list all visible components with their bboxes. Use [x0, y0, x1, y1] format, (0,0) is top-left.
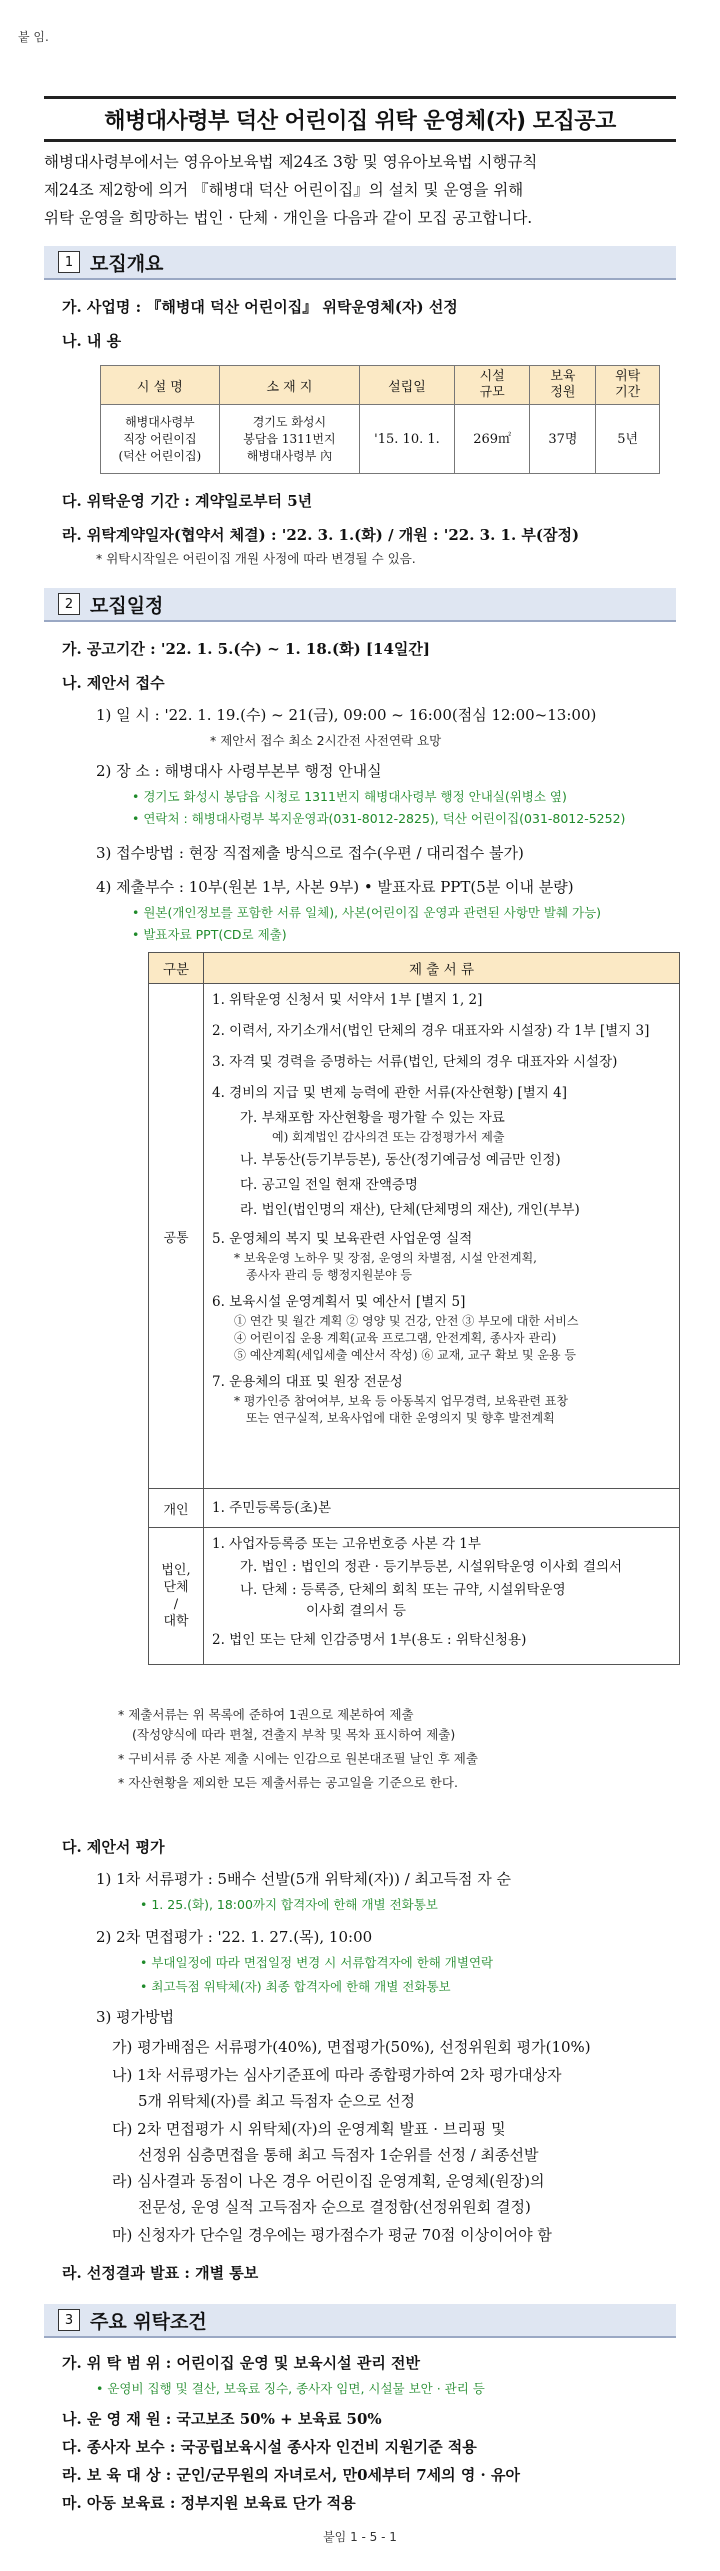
- evaluation-rule: 선정위 심층면접을 통해 최고 득점자 1순위를 선정 / 최종선발: [138, 2146, 539, 2164]
- table-row: [149, 1528, 680, 1665]
- evaluation-first: 1) 1차 서류평가 : 5배수 선발(5개 위탁체(자)) / 최고득점 자 순: [96, 1870, 512, 1888]
- section-number: 2: [58, 593, 80, 615]
- doc-subitem: 가. 부채포함 자산현황을 평가할 수 있는 자료: [240, 1110, 505, 1126]
- section-title: 모집개요: [90, 252, 164, 275]
- documents-personal-cell: [204, 1489, 680, 1528]
- schedule-copies-note: • 원본(개인정보를 포함한 서류 일체), 사본(어린이집 운영과 관련된 사항만 발췌 가능): [132, 905, 602, 920]
- documents-common-cell: [204, 984, 680, 1489]
- evaluation-rule: 가) 평가배점은 서류평가(40%), 면접평가(50%), 선정위원회 평가(10%): [112, 2038, 591, 2056]
- doc-note: * 보육운영 노하우 및 장점, 운영의 차별점, 시설 안전계획,: [234, 1251, 537, 1265]
- section-header-conditions: [44, 2304, 676, 2338]
- intro-line: 위탁 운영을 희망하는 법인 · 단체 · 개인을 다음과 같이 모집 공고합니다.: [44, 209, 533, 227]
- schedule-copies: 4) 제출부수 : 10부(원본 1부, 사본 9부) • 발표자료 PPT(5분 이내 분량): [96, 878, 574, 896]
- facility-table: [100, 365, 660, 474]
- doc-item: 1. 위탁운영 신청서 및 서약서 1부 [별지 1, 2]: [212, 992, 483, 1008]
- page-footer: 붙임 1 - 5 - 1: [323, 2530, 397, 2544]
- doc-note: 종사자 관리 등 행정지원분야 등: [246, 1268, 412, 1282]
- attachment-tag: 붙 임.: [18, 30, 49, 44]
- condition-scope-note: • 운영비 집행 및 결산, 보육료 징수, 종사자 임면, 시설물 보안 · 관리 등: [96, 2381, 485, 2396]
- evaluation-rule: 다) 2차 면접평가 시 위탁체(자)의 운영계획 발표 · 브리핑 및: [112, 2120, 506, 2138]
- intro-line: 제24조 제2항에 의거 『해병대 덕산 어린이집』의 설치 및 운영을 위해: [44, 181, 524, 199]
- doc-item: 1. 주민등록등(초)본: [212, 1499, 331, 1516]
- category-cell: 법인, 단체 / 대학: [149, 1528, 204, 1665]
- category-cell: 개인: [149, 1489, 204, 1528]
- evaluation-rule: 라) 심사결과 동점이 나온 경우 어린이집 운영계획, 운영체(원장)의: [112, 2172, 545, 2190]
- evaluation-rule: 5개 위탁체(자)를 최고 득점자 순으로 선정: [138, 2092, 415, 2110]
- table-header-row: [149, 953, 680, 984]
- doc-item: 2. 법인 또는 단체 인감증명서 1부(용도 : 위탁신청용): [212, 1632, 527, 1648]
- evaluation-second: 2) 2차 면접평가 : '22. 1. 27.(목), 10:00: [96, 1928, 373, 1946]
- table-row: [101, 405, 660, 474]
- schedule-period: 가. 공고기간 : '22. 1. 5.(수) ~ 1. 18.(화) [14일간]: [62, 640, 430, 658]
- evaluation-method: 3) 평가방법: [96, 2008, 175, 2026]
- doc-subitem: 나. 단체 : 등록증, 단체의 회칙 또는 규약, 시설위탁운영: [240, 1582, 566, 1598]
- table-cell: 5년: [596, 405, 660, 474]
- doc-subitem: 다. 공고일 전일 현재 잔액증명: [240, 1177, 418, 1193]
- doc-item: 6. 보육시설 운영계획서 및 예산서 [별지 5]: [212, 1294, 466, 1310]
- docs-note: * 제출서류는 위 목록에 준하여 1권으로 제본하여 제출: [118, 1707, 414, 1722]
- evaluation-rule: 마) 신청자가 단수일 경우에는 평가점수가 평균 70점 이상이어야 함: [112, 2226, 552, 2244]
- evaluation-rule: 전문성, 운영 실적 고득점자 순으로 결정함(선정위원회 결정): [138, 2198, 531, 2216]
- overview-item-contract: 라. 위탁계약일자(협약서 체결) : '22. 3. 1.(화) / 개원 : '22. 3. 1. 부(잠정): [62, 526, 580, 544]
- evaluation-first-note: • 1. 25.(화), 18:00까지 합격자에 한해 개별 전화통보: [140, 1897, 438, 1912]
- schedule-place: 2) 장 소 : 해병대사 사령부본부 행정 안내실: [96, 762, 382, 780]
- section-number: 3: [58, 2309, 80, 2331]
- section-header-schedule: [44, 588, 676, 622]
- doc-plan: ⑤ 예산계획(세입세출 예산서 작성) ⑥ 교재, 교구 확보 및 운용 등: [234, 1348, 576, 1362]
- schedule-date-note: * 제안서 접수 최소 2시간전 사전연락 요망: [210, 733, 442, 748]
- table-cell: 37명: [530, 405, 596, 474]
- doc-item: 5. 운영체의 복지 및 보육관련 사업운영 실적: [212, 1231, 473, 1247]
- condition-target: 라. 보 육 대 상 : 군인/군무원의 자녀로서, 만0세부터 7세의 영 · 유아: [62, 2466, 520, 2484]
- overview-item-name: 가. 사업명 : 『해병대 덕산 어린이집』 위탁운영체(자) 선정: [62, 298, 458, 316]
- schedule-place-contact: • 연락처 : 해병대사령부 복지운영과(031-8012-2825), 덕산 어린이집(031-8012-5252): [132, 811, 626, 826]
- doc-item: 7. 운용체의 대표 및 원장 전문성: [212, 1374, 403, 1390]
- table-header-row: [101, 366, 660, 405]
- table-header: 시설 규모: [454, 366, 530, 405]
- doc-plan: ① 연간 및 월간 계획 ② 영양 및 건강, 안전 ③ 부모에 대한 서비스: [234, 1314, 579, 1328]
- table-header: 구분: [149, 953, 204, 984]
- table-header: 제 출 서 류: [204, 953, 680, 984]
- doc-note: 또는 연구실적, 보육사업에 대한 운영의지 및 향후 발전계획: [246, 1411, 555, 1425]
- overview-item-period: 다. 위탁운영 기간 : 계약일로부터 5년: [62, 492, 313, 510]
- schedule-evaluation: 다. 제안서 평가: [62, 1838, 165, 1856]
- title-box: [44, 96, 676, 142]
- table-header: 시 설 명: [101, 366, 220, 405]
- schedule-proposal: 나. 제안서 접수: [62, 674, 165, 692]
- doc-subitem: 이사회 결의서 등: [306, 1603, 406, 1619]
- condition-funding: 나. 운 영 재 원 : 국고보조 50% + 보육료 50%: [62, 2410, 382, 2428]
- schedule-result: 라. 선정결과 발표 : 개별 통보: [62, 2264, 259, 2282]
- intro-paragraph: [44, 148, 676, 232]
- overview-note: * 위탁시작일은 어린이집 개원 사정에 따라 변경될 수 있음.: [96, 551, 416, 566]
- section-number: 1: [58, 251, 80, 273]
- evaluation-second-note: • 최고득점 위탁체(자) 최종 합격자에 한해 개별 전화통보: [140, 1979, 451, 1994]
- doc-item: 4. 경비의 지급 및 변제 능력에 관한 서류(자산현황) [별지 4]: [212, 1085, 568, 1101]
- table-header: 보육 정원: [530, 366, 596, 405]
- page-title: 해병대사령부 덕산 어린이집 위탁 운영체(자) 모집공고: [104, 108, 616, 134]
- section-title: 모집일정: [90, 594, 164, 617]
- table-cell: '15. 10. 1.: [360, 405, 455, 474]
- doc-plan: ④ 어린이집 운용 계획(교육 프로그램, 안전계획, 종사자 관리): [234, 1331, 557, 1345]
- condition-scope: 가. 위 탁 범 위 : 어린이집 운영 및 보육시설 관리 전반: [62, 2354, 421, 2372]
- doc-subitem: 라. 법인(법인명의 재산), 단체(단체명의 재산), 개인(부부): [240, 1202, 580, 1218]
- schedule-ppt-note: • 발표자료 PPT(CD로 제출): [132, 927, 287, 942]
- table-cell: 경기도 화성시 봉담읍 1311번지 해병대사령부 內: [219, 405, 359, 474]
- evaluation-second-note: • 부대일정에 따라 면접일정 변경 시 서류합격자에 한해 개별연락: [140, 1955, 494, 1970]
- doc-subitem: 가. 법인 : 법인의 정관 · 등기부등본, 시설위탁운영 이사회 결의서: [240, 1559, 623, 1575]
- docs-note: * 자산현황을 제외한 모든 제출서류는 공고일을 기준으로 한다.: [118, 1775, 458, 1790]
- doc-example: 예) 회계법인 감사의견 또는 감정평가서 제출: [272, 1130, 505, 1144]
- condition-fee: 마. 아동 보육료 : 정부지원 보육료 단가 적용: [62, 2494, 356, 2512]
- doc-note: * 평가인증 참여여부, 보육 등 아동복지 업무경력, 보육관련 표창: [234, 1394, 568, 1408]
- docs-note: * 구비서류 중 사본 제출 시에는 인감으로 원본대조필 날인 후 제출: [118, 1751, 478, 1766]
- doc-item: 3. 자격 및 경력을 증명하는 서류(법인, 단체의 경우 대표자와 시설장): [212, 1054, 618, 1070]
- doc-subitem: 나. 부동산(등기부등본), 동산(정기예금성 예금만 인정): [240, 1152, 561, 1168]
- documents-corp-cell: [204, 1528, 680, 1665]
- table-row: [149, 1489, 680, 1528]
- category-cell: 공통: [149, 984, 204, 1489]
- schedule-method: 3) 접수방법 : 현장 직접제출 방식으로 접수(우편 / 대리접수 불가): [96, 844, 524, 862]
- doc-item: 2. 이력서, 자기소개서(법인 단체의 경우 대표자와 시설장) 각 1부 [별지 3]: [212, 1023, 650, 1039]
- doc-item: 1. 사업자등록증 또는 고유번호증 사본 각 1부: [212, 1536, 481, 1552]
- table-cell: 해병대사령부 직장 어린이집 (덕산 어린이집): [101, 405, 220, 474]
- schedule-place-address: • 경기도 화성시 봉담읍 시청로 1311번지 해병대사령부 행정 안내실(위병소 옆): [132, 789, 567, 804]
- evaluation-rule: 나) 1차 서류평가는 심사기준표에 따라 종합평가하여 2차 평가대상자: [112, 2066, 562, 2084]
- table-header: 설립일: [360, 366, 455, 405]
- table-header: 소 재 지: [219, 366, 359, 405]
- overview-item-content: 나. 내 용: [62, 332, 122, 350]
- condition-salary: 다. 종사자 보수 : 국공립보육시설 종사자 인건비 지원기준 적용: [62, 2438, 477, 2456]
- documents-table: [148, 952, 680, 1665]
- table-row: [149, 984, 680, 1489]
- section-header-overview: [44, 246, 676, 280]
- table-cell: 269㎡: [454, 405, 530, 474]
- docs-note: (작성양식에 따라 편철, 견출지 부착 및 목차 표시하여 제출): [132, 1727, 456, 1742]
- section-title: 주요 위탁조건: [90, 2310, 207, 2333]
- intro-line: 해병대사령부에서는 영유아보육법 제24조 3항 및 영유아보육법 시행규칙: [44, 153, 538, 171]
- schedule-date: 1) 일 시 : '22. 1. 19.(수) ~ 21(금), 09:00 ~ 16:00(점심 12:00~13:00): [96, 706, 597, 724]
- table-header: 위탁 기간: [596, 366, 660, 405]
